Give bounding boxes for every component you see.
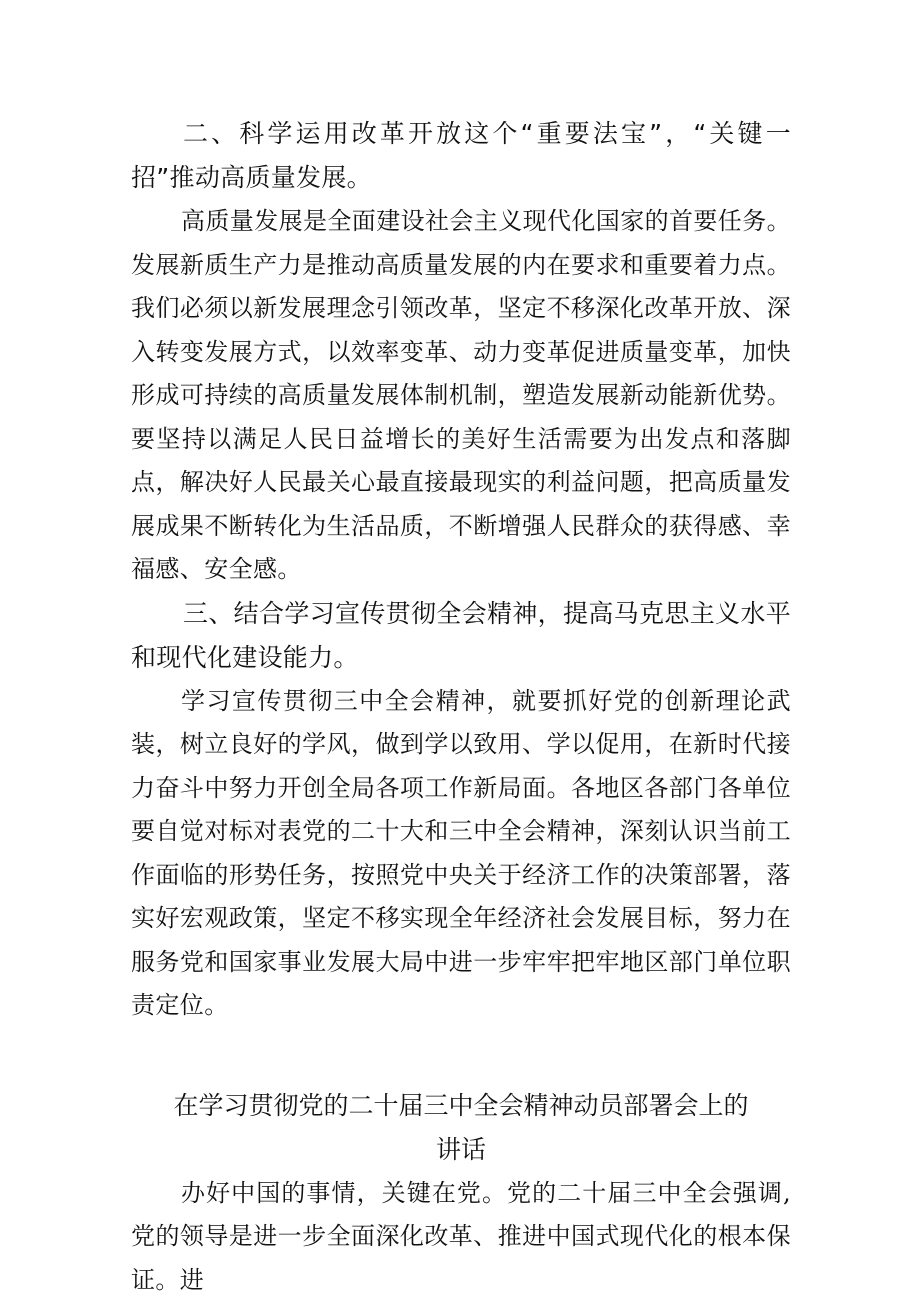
section-heading-2: 二、科学运用改革开放这个“重要法宝”，“关键一招”推动高质量发展。: [131, 112, 791, 200]
speech-title: [131, 1084, 791, 1172]
speech-paragraph: 办好中国的事情，关键在党。党的二十届三中全会强调,党的领导是进一步全面深化改革、推进中国式现代化的根本保证。进: [131, 1172, 791, 1302]
document-body: [131, 112, 791, 1302]
speech-title-line-1: 在学习贯彻党的二十届三中全会精神动员部署会上的: [131, 1084, 791, 1128]
section-heading-3: 三、结合学习宣传贯彻全会精神，提高马克思主义水平和现代化建设能力。: [131, 592, 791, 680]
speech-title-line-2: 讲话: [131, 1128, 791, 1172]
section-paragraph-3: 学习宣传贯彻三中全会精神，就要抓好党的创新理论武装，树立良好的学风，做到学以致用、学以促用，在新时代接力奋斗中努力开创全局各项工作新局面。各地区各部门各单位要自觉对标对表党的二十大和三中全会精神，深刻认识当前工作面临的形势任务，按照党中央关于经济工作的决策部署，落实好宏观政策，坚定不移实现全年经济社会发展目标，努力在服务党和国家事业发展大局中进一步牢牢把牢地区部门单位职责定位。: [131, 680, 791, 1028]
section-paragraph-2: 高质量发展是全面建设社会主义现代化国家的首要任务。发展新质生产力是推动高质量发展的内在要求和重要着力点。我们必须以新发展理念引领改革，坚定不移深化改革开放、深入转变发展方式，以效率变革、动力变革促进质量变革，加快形成可持续的高质量发展体制机制，塑造发展新动能新优势。要坚持以满足人民日益增长的美好生活需要为出发点和落脚点，解决好人民最关心最直接最现实的利益问题，把高质量发展成果不断转化为生活品质，不断增强人民群众的获得感、幸福感、安全感。: [131, 200, 791, 592]
